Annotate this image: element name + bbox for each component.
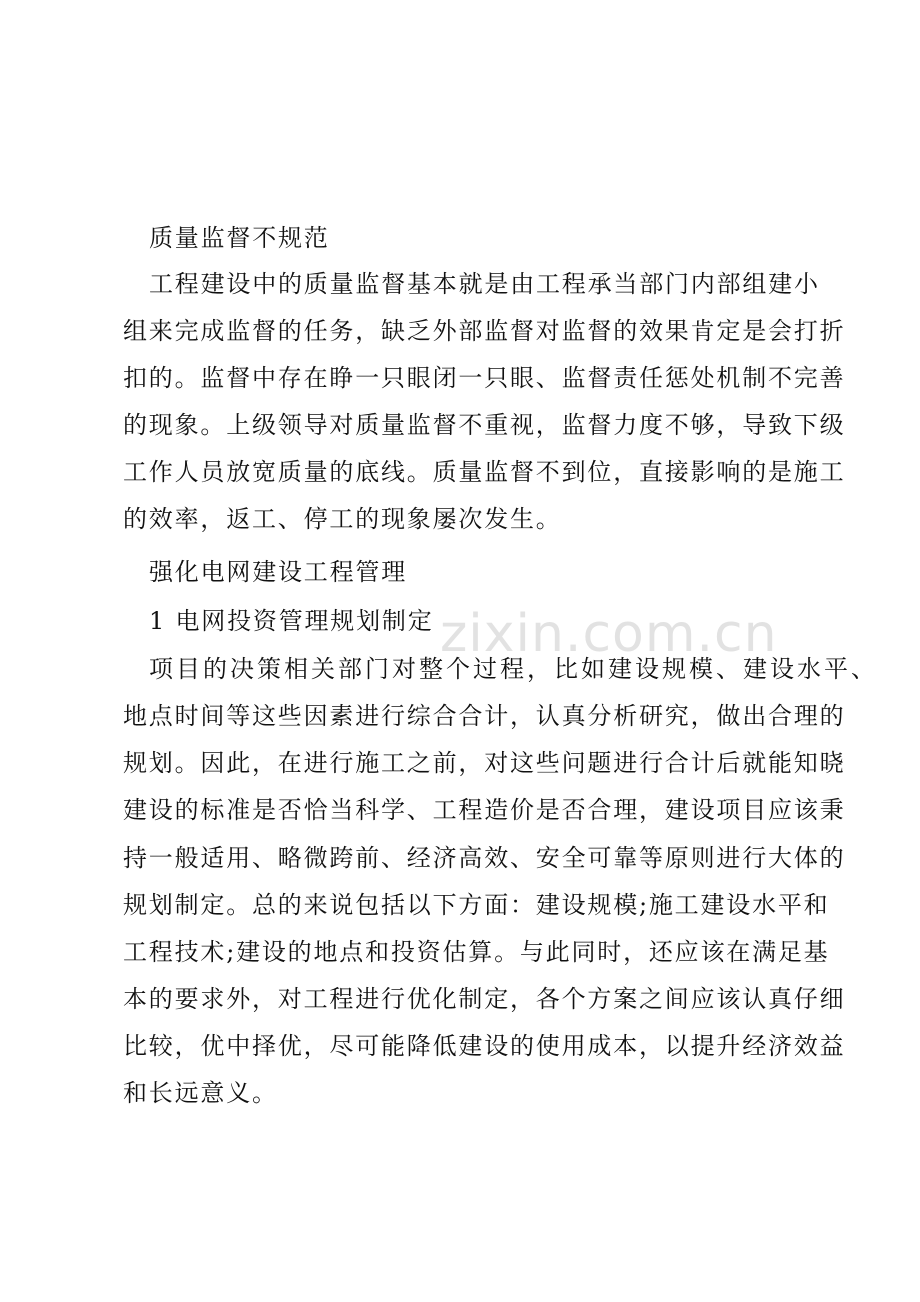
paragraph-line: 工程技术;建设的地点和投资估算。与此同时，还应该在满足基 (123, 938, 830, 966)
paragraph-line: 比较，优中择优，尽可能降低建设的使用成本，以提升经济效益 (123, 1032, 846, 1060)
paragraph-line: 规划制定。总的来说包括以下方面：建设规模;施工建设水平和 (123, 891, 830, 919)
paragraph-line: 的现象。上级领导对质量监督不重视，监督力度不够，导致下级 (123, 411, 846, 439)
paragraph-line: 扣的。监督中存在睁一只眼闭一只眼、监督责任惩处机制不完善 (123, 364, 846, 392)
paragraph-line: 的效率，返工、停工的现象屡次发生。 (123, 505, 562, 533)
subsection-heading: 1 电网投资管理规划制定 (149, 607, 434, 635)
paragraph-line: 工程建设中的质量监督基本就是由工程承当部门内部组建小 (149, 270, 820, 298)
paragraph-line: 规划。因此，在进行施工之前，对这些问题进行合计后就能知晓 (123, 749, 846, 777)
paragraph-line: 组来完成监督的任务，缺乏外部监督对监督的效果肯定是会打折 (123, 317, 846, 345)
paragraph-line: 本的要求外，对工程进行优化制定，各个方案之间应该认真仔细 (123, 985, 846, 1013)
section-heading: 强化电网建设工程管理 (149, 558, 407, 586)
paragraph-line: 项目的决策相关部门对整个过程，比如建设规模、建设水平、 (149, 655, 878, 683)
watermark: zixin.com.cn (440, 604, 778, 664)
paragraph-line: 建设的标准是否恰当科学、工程造价是否合理，建设项目应该秉 (123, 796, 846, 824)
section-heading: 质量监督不规范 (149, 224, 330, 252)
paragraph-line: 持一般适用、略微跨前、经济高效、安全可靠等原则进行大体的 (123, 844, 846, 872)
paragraph-line: 工作人员放宽质量的底线。质量监督不到位，直接影响的是施工 (123, 458, 846, 486)
paragraph-line: 地点时间等这些因素进行综合合计，认真分析研究，做出合理的 (123, 702, 846, 730)
paragraph-line: 和长远意义。 (123, 1079, 278, 1107)
